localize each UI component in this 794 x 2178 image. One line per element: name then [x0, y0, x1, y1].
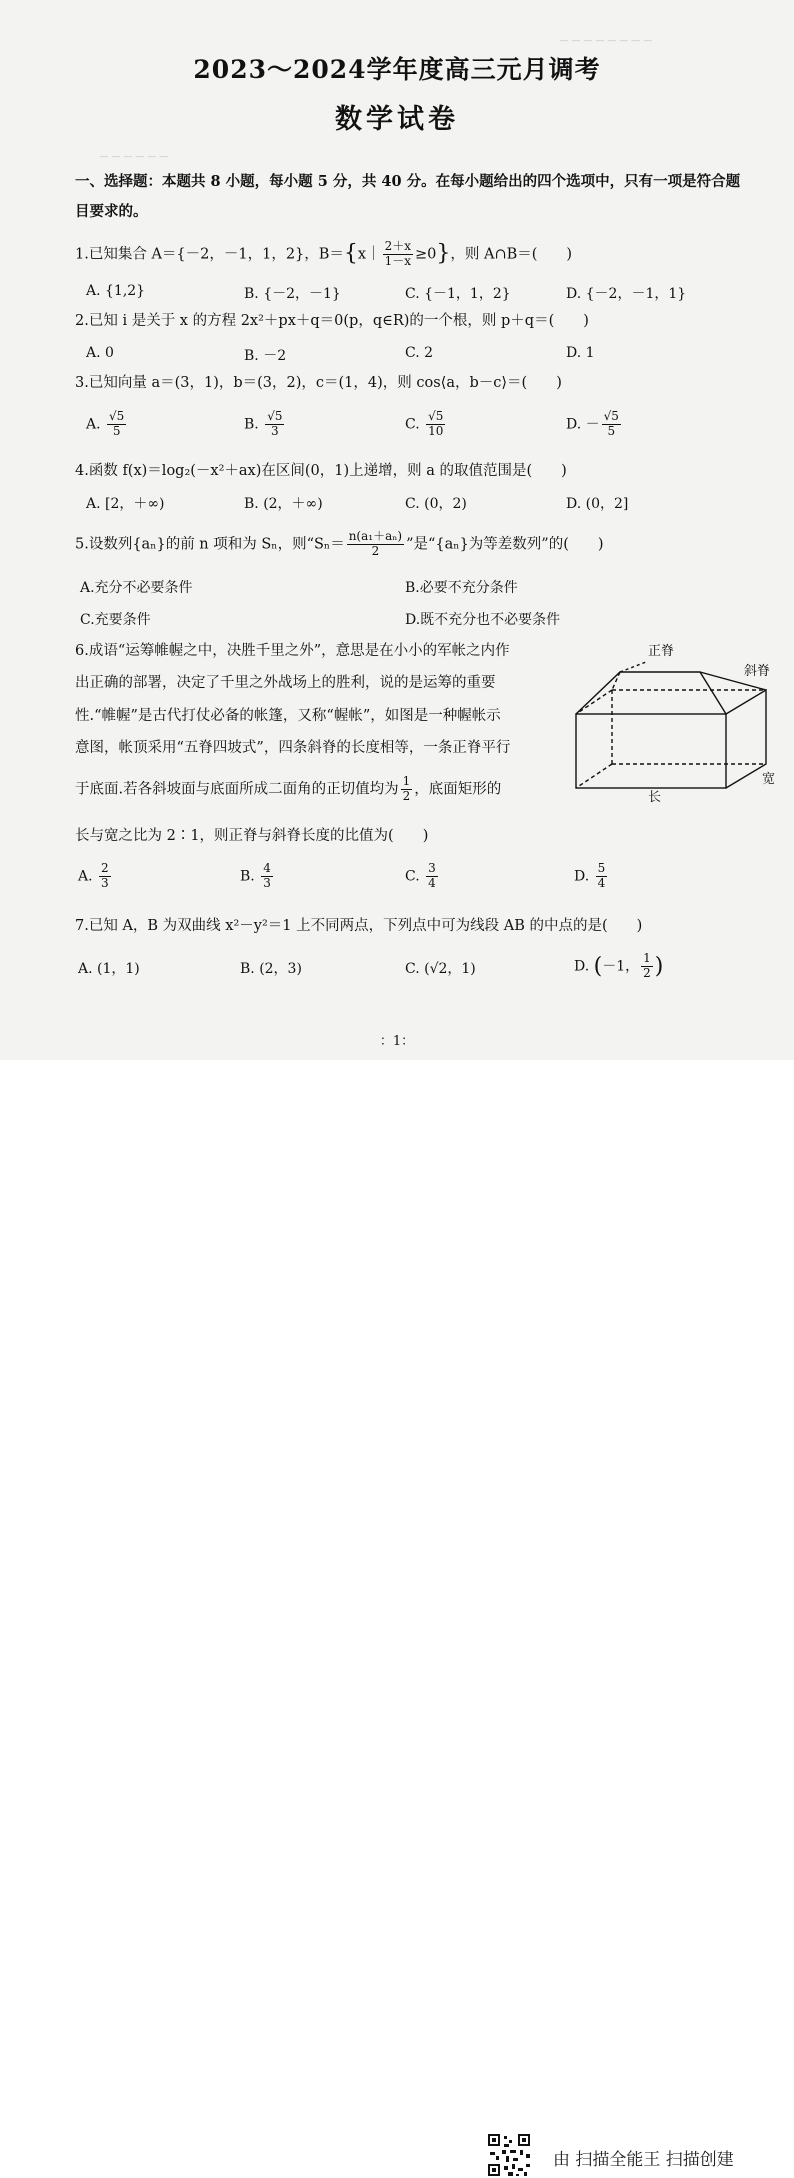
q7-d-prefix: D. [574, 958, 590, 975]
question-6-line-6: 长与宽之比为 2∶1，则正脊与斜脊长度的比值为( ) [75, 828, 429, 844]
q3-c-prefix: C. [405, 416, 420, 433]
bleed-through-text: ─ ─ ─ ─ ─ ─ [100, 150, 168, 165]
q4-option-b: B. (2，＋∞) [244, 496, 323, 512]
scan-footer [0, 1060, 794, 2170]
q6-c-prefix: C. [405, 868, 420, 885]
q6-a-prefix: A. [78, 868, 93, 885]
q1-option-c: C. {－1，1，2} [405, 286, 511, 302]
q1-frac-den: 1－x [384, 253, 412, 268]
page-number: ：1： [379, 1034, 415, 1049]
hidden-back-left-edge [576, 690, 612, 714]
q3-a-num: √5 [109, 409, 125, 423]
question-5 [75, 530, 604, 559]
q1-set-cond: ≥0 [415, 246, 437, 263]
question-3: 3.已知向量 a＝(3，1)，b＝(3，2)，c＝(1，4)，则 cos⟨a，b－c⟩＝( ) [75, 375, 562, 391]
q3-a-den: 5 [112, 423, 121, 438]
q1-frac-num: 2＋x [384, 239, 412, 253]
hidden-slant-edge [612, 672, 620, 690]
q1-option-b: B. {－2，－1} [244, 286, 341, 302]
q1-option-a: A. {1,2} [86, 283, 146, 299]
q6-option-c [405, 862, 440, 891]
hidden-bottom-left-edge [576, 764, 612, 788]
q2-option-a: A. 0 [86, 345, 114, 361]
q3-d-prefix: D. [566, 416, 582, 433]
question-4: 4.函数 f(x)＝log₂(－x²＋ax)在区间(0，1)上递增，则 a 的取值范围是( ) [75, 463, 567, 479]
q3-a-frac [107, 410, 126, 439]
q4-option-c: C. (0，2) [405, 496, 467, 512]
question-6-line-5 [75, 775, 501, 804]
q7-d-first: －1， [602, 958, 640, 975]
q6-c-den: 4 [428, 875, 436, 890]
q4-option-a: A. [2，＋∞) [86, 496, 165, 512]
q3-d-frac [602, 410, 621, 439]
q6-a-den: 3 [101, 875, 109, 890]
q6-d-frac [596, 862, 608, 891]
q5-frac-den: 2 [371, 543, 380, 558]
length-label: 长 [648, 790, 662, 805]
q3-c-den: 10 [428, 423, 444, 438]
q3-d-den: 5 [607, 423, 616, 438]
q5-option-c: C.充要条件 [80, 612, 151, 628]
q2-option-d: D. 1 [566, 345, 595, 361]
question-6-line-3: 性.“帷幄”是古代打仗必备的帐篷，又称“幄帐”，如图是一种幄帐示 [75, 708, 501, 724]
q5-lead: 5.设数列{aₙ}的前 n 项和为 Sₙ，则“Sₙ＝ [75, 536, 345, 553]
q6-d-num: 5 [597, 861, 606, 875]
q7-d-frac [641, 952, 653, 981]
q6-d-den: 4 [597, 875, 606, 890]
scanner-watermark-text: 由 扫描全能王 扫描创建 [553, 2150, 734, 2170]
scanned-page [0, 0, 794, 1060]
q3-option-a [86, 410, 128, 439]
q3-c-num: √5 [428, 409, 444, 423]
q3-d-sign: － [585, 416, 600, 433]
q1-fraction [383, 240, 413, 269]
q6-c-frac [426, 862, 438, 891]
hidden-ridge-line [620, 662, 646, 672]
q1-option-d: D. {－2，－1，1} [566, 286, 687, 302]
tent-figure [562, 642, 790, 805]
q1-set-open: x｜ [357, 246, 381, 263]
q5-frac-num: n(a₁＋aₙ) [348, 529, 403, 543]
roof-front-slope [576, 672, 726, 714]
q3-b-prefix: B. [244, 416, 259, 433]
q7-d-num: 1 [643, 951, 651, 965]
question-6-line-2: 出正确的部署，决定了千里之外战场上的胜利，说的是运筹的重要 [75, 675, 496, 691]
question-7: 7.已知 A，B 为双曲线 x²－y²＝1 上不同两点，下列点中可为线段 AB 的中点的是( ) [75, 918, 643, 934]
q6-c-num: 3 [428, 861, 436, 875]
q3-b-den: 3 [271, 423, 279, 438]
question-6-line-4: 意图，帐顶采用“五脊四坡式”，四条斜脊的长度相等，一条正脊平行 [75, 740, 511, 756]
qr-code-icon [486, 2132, 532, 2178]
q6-option-d [574, 862, 609, 891]
width-label: 宽 [762, 772, 776, 787]
q7-d-den: 2 [643, 965, 651, 980]
q3-b-num: √5 [267, 409, 283, 423]
q6-b-num: 4 [263, 861, 271, 875]
section-heading: 一、选择题：本题共 8 小题，每小题 5 分，共 40 分。在每小题给出的四个选项中，只有一项是符合题 [75, 173, 741, 190]
q2-option-b: B. －2 [244, 348, 287, 364]
q5-fraction [347, 530, 404, 559]
q3-d-num: √5 [603, 409, 619, 423]
q5-option-b: B.必要不充分条件 [405, 580, 518, 596]
q6-fraction [401, 775, 413, 804]
q6-b-frac [261, 862, 273, 891]
box-front-face [576, 714, 726, 788]
q7-option-d: D. (－1， $\frac{1}{2}$ ) [574, 951, 664, 980]
q6-a-frac [99, 862, 111, 891]
bleed-through-text: ─ ─ ─ ─ ─ ─ ─ ─ [560, 34, 652, 49]
question-2: 2.已知 i 是关于 x 的方程 2x²＋px＋q＝0(p，q∈R)的一个根，则 p＋q＝( ) [75, 313, 589, 329]
q3-c-frac [426, 410, 445, 439]
q6-b-prefix: B. [240, 868, 255, 885]
q3-a-prefix: A. [86, 416, 101, 433]
q3-option-d [566, 410, 623, 439]
q6-line5-lead: 于底面.若各斜坡面与底面所成二面角的正切值均为 [75, 781, 399, 798]
q5-tail: ”是“{aₙ}为等差数列”的( ) [406, 536, 604, 553]
subject-title: 数学试卷 [335, 104, 459, 135]
q6-line5-tail: ，底面矩形的 [414, 781, 502, 798]
question-6-line-1: 6.成语“运筹帷幄之中，决胜千里之外”，意思是在小小的军帐之内作 [75, 643, 510, 659]
section-heading-cont: 目要求的。 [75, 203, 148, 220]
q5-option-a: A.充分不必要条件 [80, 580, 193, 596]
q7-option-a: A. (1，1) [78, 961, 140, 977]
q7-option-b: B. (2，3) [240, 961, 302, 977]
q6-b-den: 3 [263, 875, 271, 890]
q6-frac-den: 2 [402, 788, 411, 803]
q6-d-prefix: D. [574, 868, 590, 885]
ridge-label: 正脊 [648, 644, 675, 659]
q3-option-c [405, 410, 447, 439]
q6-frac-num: 1 [402, 774, 411, 788]
q4-option-d: D. (0，2] [566, 496, 629, 512]
slant-ridge-label: 斜脊 [744, 664, 771, 679]
q5-option-d: D.既不充分也不必要条件 [405, 612, 561, 628]
q6-option-a [78, 862, 113, 891]
q6-a-num: 2 [101, 861, 109, 875]
q7-option-c: C. (√2，1) [405, 961, 476, 977]
q2-option-c: C. 2 [405, 345, 434, 361]
q3-option-b [244, 410, 286, 439]
q6-option-b [240, 862, 275, 891]
box-right-face [726, 690, 766, 788]
question-1: 1.已知集合 A＝{－2，－1，1，2}，B＝{x｜ $\frac{2+x}{1-x}$ ≥0}，则 A∩B＝( ) [75, 239, 573, 268]
q3-b-frac [265, 410, 284, 439]
q1-tail: ，则 A∩B＝( ) [450, 246, 573, 263]
exam-title: 2023～2024学年度高三元月调考 [193, 55, 601, 84]
q1-lead: 1.已知集合 A＝{－2，－1，1，2}，B＝ [75, 246, 344, 263]
